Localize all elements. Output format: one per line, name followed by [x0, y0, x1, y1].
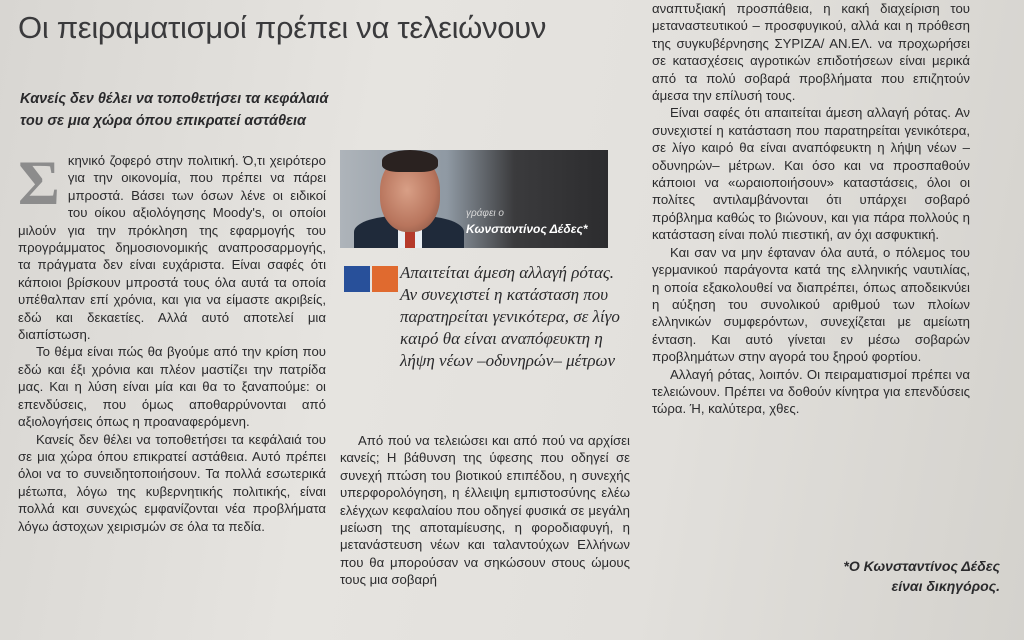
- paragraph: Κανείς δεν θέλει να τοποθετήσει τα κεφάλαιά του σε μια χώρα όπου επικρατεί αστάθεια. Αυτό πρέπει όλοι να το συνειδητοποιήσουν. Τα πολλά εσωτερικά μέτωπα, λόγω της κυβερνητικής πολιτικής, είναι πολλά και συνεχώς εμφανίζονται νέα προβλήματα λόγω άστοχων χειρισμών σε όλα τα πεδία.: [18, 431, 326, 534]
- pull-quote: Απαιτείται άμεση αλλαγή ρότας. Αν συνεχιστεί η κατάσταση που παρατηρείται γενικότερα, σε λίγο καιρό θα είναι αναπόφευκτη η λήψη νέων –οδυνηρών– μέτρων: [400, 263, 620, 370]
- paragraph: Είναι σαφές ότι απαιτείται άμεση αλλαγή ρότας. Αν συνεχιστεί η κατάσταση που παρατηρείται γενικότερα, σε λίγο καιρό θα είναι αναπόφευκτη η λήψη νέων –οδυνηρών– μέτρων. Και όσο και να προσπαθούν κάποιοι να «ωραιοποιήσουν» καταστάσεις, όλοι οι πολίτες αντιλαμβάνονται ότι υπάρχει σοβαρό πρόβλημα καθώς το βιώνουν, και για πάρα πολλούς η κατάσταση είναι πολύ πιεστική, αν όχι ασφυκτική.: [652, 105, 970, 243]
- author-signature: [804, 556, 1000, 596]
- byline-label: γράφει ο: [466, 208, 504, 219]
- decorative-square-orange: [372, 266, 398, 292]
- drop-cap: Σ: [18, 147, 60, 218]
- article-column-2: [340, 432, 630, 589]
- paragraph: Το θέμα είναι πώς θα βγούμε από την κρίση που εδώ και έξι χρόνια και πλέον μαστίζει την πατρίδα μας. Και η λύση είναι μία και θα το ξαναπούμε: οι επενδύσεις, που όμως αποθαρρύνονται από αξιολογήσεις όπως η προαναφερόμενη.: [18, 344, 326, 430]
- paragraph: Από πού να τελειώσει και από πού να αρχίσει κανείς; Η βάθυνση της ύφεσης που οδηγεί σε συνεχή πτώση του βιοτικού επιπέδου, η συνεχής υπερφορολόγηση, η έλλειψη εμπιστοσύνης ελέω ελέγχων κεφαλαίου που οδηγεί φυσικά σε μεγάλη μείωση της αποταμίευσης, η φοροδιαφυγή, η μετανάστευση νέων και ταλαντούχων Ελλήνων που θα μπορούσαν να σηκώσουν στους ώμους τους μια σοβαρή: [340, 433, 630, 588]
- signature-line: *Ο Κωνσταντίνος Δέδες: [843, 558, 1000, 574]
- paragraph: Και σαν να μην έφταναν όλα αυτά, ο πόλεμος του γερμανικού παράγοντα κατά της ελληνικής ναυτιλίας, η οποία εξακολουθεί να διαπρέπει, όπως αποδεικνύει η αύξηση του συνολικού αριθμού των πλοίων ελληνικών συμφερόντων, συνεχίζεται με αμείωτη ένταση. Και αυτό γίνεται εν μέσω σοβαρών προβλημάτων στην αγορά του ξηρού φορτίου.: [652, 244, 970, 365]
- paragraph: αναπτυξιακή προσπάθεια, η κακή διαχείριση του μεταναστευτικού – προσφυγικού, αλλά και η πρόθεση της συγκυβέρνησης ΣΥΡΙΖΑ/ ΑΝ.ΕΛ. να προχωρήσει σε κατασχέσεις αγροτικών επιδοτήσεων είναι μερικά από τα πολύ σοβαρά προβλήματα που επιζητούν άμεσα την επίλυσή τους.: [652, 1, 970, 104]
- paragraph: κηνικό ζοφερό στην πολιτική. Ό,τι χειρότερο για την οικονομία, που πρέπει να πάρει μπροστά. Βάσει των όσων λένε οι ειδικοί του οίκου αξιολόγησης Moody's, οι οποίοι μιλούν για την πρόκληση της εφαρμογής του προγράμματος δημοσιονομικής αναπροσαρμογής, τα πράγματα δεν είναι ευχάριστα. Είναι σαφές ότι κάποιοι βρίσκουν μπροστά τους όλα αυτά τα οποία υπέθαλπαν επί χρόνια, και για να είμαστε ακριβείς, εδώ και δεκαετίες. Αλλά αυτό αποτελεί μια διαπίστωση.: [18, 153, 326, 343]
- paragraph: Αλλαγή ρότας, λοιπόν. Οι πειραματισμοί πρέπει να τελειώνουν. Πρέπει να δοθούν κίνητρα για επενδύσεις τώρα. Ή, καλύτερα, χθες.: [652, 366, 970, 417]
- article-headline: Οι πειραματισμοί πρέπει να τελειώνουν: [18, 10, 547, 45]
- photo-hair: [382, 150, 438, 172]
- decorative-square-blue: [344, 266, 370, 292]
- article-subhead: Κανείς δεν θέλει να τοποθετήσει τα κεφάλαιά του σε μια χώρα όπου επικρατεί αστάθεια: [20, 91, 329, 129]
- signature-line: είναι δικηγόρος.: [891, 578, 1000, 594]
- article-column-3: [652, 0, 970, 418]
- author-name: Κωνσταντίνος Δέδες*: [466, 222, 588, 236]
- article-column-1: [18, 147, 326, 535]
